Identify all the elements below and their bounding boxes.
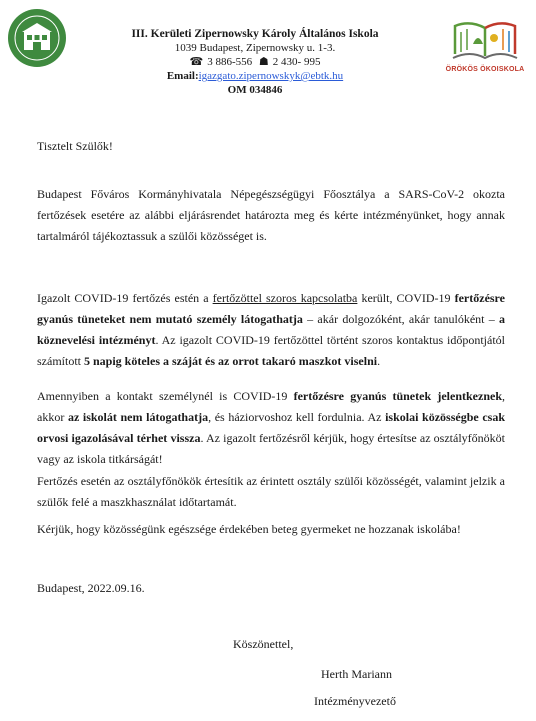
text: . Az igazolt fertőzésről kérjük, hogy értesítse az osztályfőnököt vagy az iskola titkárságát! <box>37 431 505 466</box>
text: – akár dolgozóként, akár tanulóként – <box>302 312 499 326</box>
bold-text: 5 napig köteles a száját és az orrot takaró maszkot viselni <box>84 354 378 368</box>
school-emblem-logo <box>7 8 67 68</box>
bold-text: az iskolát nem látogathatja <box>67 410 209 424</box>
phone-number-1: 3 886-556 <box>207 56 253 68</box>
bold-text: a köznevelési intézményt <box>37 312 505 347</box>
text: , akkor <box>37 389 505 424</box>
paragraph-request: Kérjük, hogy közösségünk egészsége érdekében beteg gyermeket ne hozzanak iskolába! <box>37 522 461 536</box>
letterhead <box>120 27 390 97</box>
bold-text: fertőzésre gyanús tüneteket nem mutató személy látogathatja <box>37 291 505 326</box>
fax-icon: ☗ <box>258 56 269 68</box>
signer-name: Herth Mariann <box>321 667 392 681</box>
text: , és háziorvoshoz kell fordulnia. Az <box>208 410 386 424</box>
eco-school-logo <box>445 14 525 78</box>
closing: Köszönettel, <box>233 637 294 651</box>
eco-school-caption: ÖRÖKÖS ÖKOISKOLA <box>445 66 525 73</box>
om-identifier: OM 034846 <box>227 84 283 96</box>
text: került, COVID-19 <box>357 291 455 305</box>
paragraph-contact-rules <box>37 288 505 372</box>
phone-number-2: 2 430- 995 <box>272 56 321 68</box>
text: . <box>377 354 381 368</box>
signer-role: Intézményvezető <box>314 694 396 708</box>
school-name: III. Kerületi Zipernowsky Károly Általános Iskola <box>131 28 379 40</box>
paragraph-intro: Budapest Főváros Kormányhivatala Népegészségügyi Főosztálya a SARS-CoV-2 okozta fertőzések esetére az alábbi eljárásrendet határozta meg és kérte intézményünket, hogy annak tartalmáról tájékoztassuk a szülői közösséget is. <box>37 187 505 243</box>
text: Igazolt COVID-19 fertőzés estén a <box>37 291 213 305</box>
underlined-text: fertőzöttel szoros kapcsolatba <box>212 291 358 305</box>
bold-text: iskolai közösségbe csak orvosi igazolásával térhet vissza <box>37 410 505 445</box>
school-address: 1039 Budapest, Zipernowsky u. 1-3. <box>174 42 336 54</box>
phone-icon: ☎ <box>189 56 204 68</box>
email-link[interactable]: igazgato.zipernowskyk@ebtk.hu <box>198 70 344 82</box>
letter-date: Budapest, 2022.09.16. <box>37 581 145 595</box>
paragraph-symptoms <box>37 386 505 470</box>
text: Amennyiben a kontakt személynél is COVID-19 <box>37 389 294 403</box>
text: . Az igazolt COVID-19 fertőzöttel történt szoros kontaktus időpontjától számított <box>37 333 505 368</box>
email-label: Email: <box>166 70 199 82</box>
salutation: Tisztelt Szülők! <box>37 139 113 153</box>
bold-text: fertőzésre gyanús tünetek jelentkeznek <box>293 389 502 403</box>
paragraph-notification: Fertőzés esetén az osztályfőnökök értesítik az érintett osztály szülői közösségét, valamint jelzik a szülők felé a maszkhasználat időtartamát. <box>37 474 505 509</box>
email-line <box>120 69 390 83</box>
phone-line <box>120 55 390 69</box>
